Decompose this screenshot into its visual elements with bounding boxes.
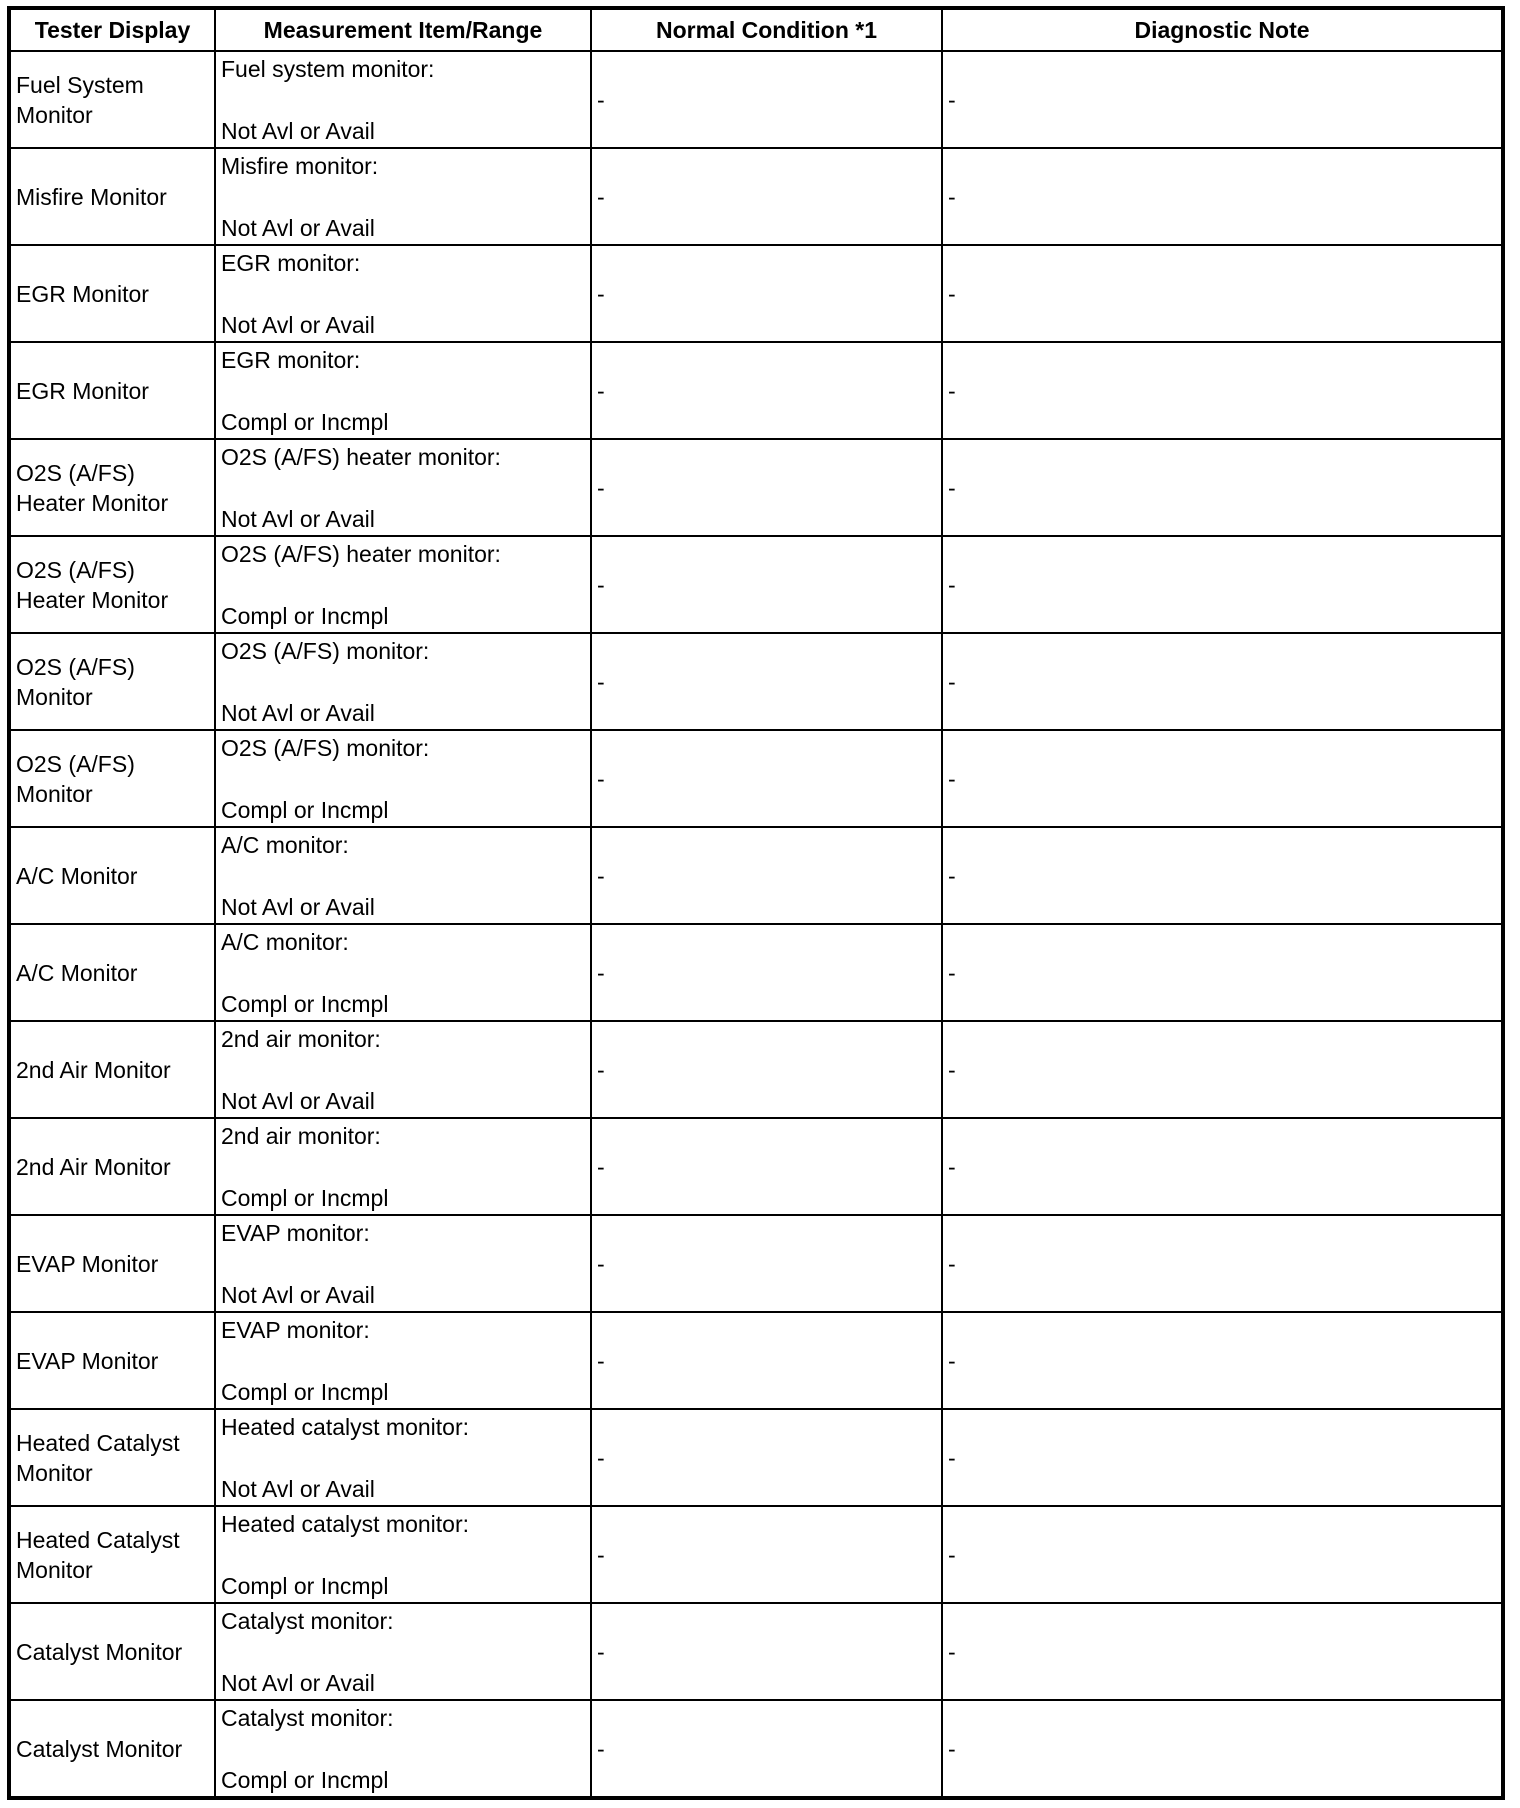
normal-condition-cell: - <box>591 827 942 924</box>
normal-condition-cell: - <box>591 1409 942 1506</box>
tester-display-cell: Fuel System Monitor <box>9 51 215 148</box>
diagnostic-note-cell: - <box>942 1506 1503 1603</box>
diagnostic-note-cell: - <box>942 827 1503 924</box>
normal-condition-cell: - <box>591 1506 942 1603</box>
table-row <box>9 1409 1503 1506</box>
measurement-item: 2nd air monitor: <box>221 1122 381 1149</box>
measurement-cell <box>215 827 591 924</box>
diagnostic-note-cell: - <box>942 924 1503 1021</box>
diagnostic-note-cell: - <box>942 148 1503 245</box>
tester-display-cell: EVAP Monitor <box>9 1312 215 1409</box>
header-measurement-item: Measurement Item/Range <box>215 8 591 51</box>
measurement-range: Not Avl or Avail <box>221 505 375 532</box>
measurement-range: Compl or Incmpl <box>221 602 389 629</box>
measurement-item: A/C monitor: <box>221 928 349 955</box>
diagnostic-note-cell: - <box>942 1118 1503 1215</box>
measurement-range: Compl or Incmpl <box>221 796 389 823</box>
diagnostic-note-cell: - <box>942 1409 1503 1506</box>
normal-condition-cell: - <box>591 1603 942 1700</box>
measurement-cell <box>215 924 591 1021</box>
normal-condition-cell: - <box>591 342 942 439</box>
normal-condition-cell: - <box>591 51 942 148</box>
measurement-range: Not Avl or Avail <box>221 214 375 241</box>
tester-display-cell: Catalyst Monitor <box>9 1700 215 1798</box>
tester-display-cell: O2S (A/FS) Monitor <box>9 730 215 827</box>
measurement-cell <box>215 439 591 536</box>
diagnostic-note-cell: - <box>942 51 1503 148</box>
table-row <box>9 342 1503 439</box>
table-row <box>9 1312 1503 1409</box>
measurement-range: Compl or Incmpl <box>221 1378 389 1405</box>
table-row <box>9 439 1503 536</box>
measurement-item: Heated catalyst monitor: <box>221 1413 470 1440</box>
tester-display-cell: O2S (A/FS) Heater Monitor <box>9 439 215 536</box>
tester-display-cell: Catalyst Monitor <box>9 1603 215 1700</box>
measurement-range: Not Avl or Avail <box>221 117 375 144</box>
normal-condition-cell: - <box>591 730 942 827</box>
diagnostic-note-cell: - <box>942 1700 1503 1798</box>
diagnostic-note-cell: - <box>942 1312 1503 1409</box>
table-row <box>9 536 1503 633</box>
table-row <box>9 924 1503 1021</box>
measurement-item: Fuel system monitor: <box>221 55 435 82</box>
measurement-item: 2nd air monitor: <box>221 1025 381 1052</box>
diagnostic-note-cell: - <box>942 245 1503 342</box>
tester-display-cell: A/C Monitor <box>9 827 215 924</box>
table-row <box>9 1215 1503 1312</box>
measurement-cell <box>215 245 591 342</box>
tester-display-cell: EVAP Monitor <box>9 1215 215 1312</box>
tester-display-cell: 2nd Air Monitor <box>9 1118 215 1215</box>
measurement-cell <box>215 536 591 633</box>
measurement-item: EGR monitor: <box>221 249 361 276</box>
table-row <box>9 148 1503 245</box>
normal-condition-cell: - <box>591 245 942 342</box>
measurement-range: Compl or Incmpl <box>221 1766 389 1793</box>
measurement-cell <box>215 1118 591 1215</box>
measurement-cell <box>215 1021 591 1118</box>
tester-display-cell: O2S (A/FS) Monitor <box>9 633 215 730</box>
measurement-item: O2S (A/FS) monitor: <box>221 734 430 761</box>
tester-display-cell: Heated Catalyst Monitor <box>9 1506 215 1603</box>
table-row <box>9 633 1503 730</box>
measurement-cell <box>215 1603 591 1700</box>
measurement-item: Misfire monitor: <box>221 152 379 179</box>
measurement-item: EVAP monitor: <box>221 1219 370 1246</box>
measurement-cell <box>215 342 591 439</box>
measurement-range: Compl or Incmpl <box>221 1184 389 1211</box>
diagnostic-note-cell: - <box>942 730 1503 827</box>
monitor-status-table <box>7 6 1505 1800</box>
measurement-cell <box>215 1312 591 1409</box>
measurement-item: O2S (A/FS) heater monitor: <box>221 443 501 470</box>
tester-display-cell: EGR Monitor <box>9 342 215 439</box>
tester-display-cell: O2S (A/FS) Heater Monitor <box>9 536 215 633</box>
tester-display-cell: Misfire Monitor <box>9 148 215 245</box>
measurement-item: A/C monitor: <box>221 831 349 858</box>
measurement-range: Not Avl or Avail <box>221 699 375 726</box>
normal-condition-cell: - <box>591 1700 942 1798</box>
table-row <box>9 827 1503 924</box>
measurement-cell <box>215 1215 591 1312</box>
normal-condition-cell: - <box>591 633 942 730</box>
measurement-cell <box>215 633 591 730</box>
normal-condition-cell: - <box>591 1118 942 1215</box>
measurement-cell <box>215 730 591 827</box>
measurement-range: Not Avl or Avail <box>221 893 375 920</box>
measurement-item: Heated catalyst monitor: <box>221 1510 470 1537</box>
normal-condition-cell: - <box>591 536 942 633</box>
normal-condition-cell: - <box>591 1215 942 1312</box>
diagnostic-note-cell: - <box>942 342 1503 439</box>
table-row <box>9 51 1503 148</box>
diagnostic-note-cell: - <box>942 1603 1503 1700</box>
measurement-range: Compl or Incmpl <box>221 408 389 435</box>
normal-condition-cell: - <box>591 148 942 245</box>
diagnostic-note-cell: - <box>942 536 1503 633</box>
measurement-range: Not Avl or Avail <box>221 1475 375 1502</box>
measurement-range: Not Avl or Avail <box>221 1087 375 1114</box>
measurement-item: O2S (A/FS) heater monitor: <box>221 540 501 567</box>
header-diagnostic-note: Diagnostic Note <box>942 8 1503 51</box>
tester-display-cell: A/C Monitor <box>9 924 215 1021</box>
table-row <box>9 730 1503 827</box>
normal-condition-cell: - <box>591 924 942 1021</box>
measurement-item: EGR monitor: <box>221 346 361 373</box>
measurement-item: Catalyst monitor: <box>221 1704 394 1731</box>
table-row <box>9 245 1503 342</box>
measurement-range: Not Avl or Avail <box>221 1281 375 1308</box>
measurement-item: Catalyst monitor: <box>221 1607 394 1634</box>
tester-display-cell: Heated Catalyst Monitor <box>9 1409 215 1506</box>
normal-condition-cell: - <box>591 439 942 536</box>
diagnostic-note-cell: - <box>942 1021 1503 1118</box>
measurement-range: Not Avl or Avail <box>221 1669 375 1696</box>
header-tester-display: Tester Display <box>9 8 215 51</box>
tester-display-cell: EGR Monitor <box>9 245 215 342</box>
measurement-item: EVAP monitor: <box>221 1316 370 1343</box>
measurement-cell <box>215 1409 591 1506</box>
table-row <box>9 1603 1503 1700</box>
tester-display-cell: 2nd Air Monitor <box>9 1021 215 1118</box>
measurement-cell <box>215 1506 591 1603</box>
normal-condition-cell: - <box>591 1021 942 1118</box>
measurement-cell <box>215 51 591 148</box>
diagnostic-note-cell: - <box>942 439 1503 536</box>
table-row <box>9 1506 1503 1603</box>
table-row <box>9 1700 1503 1798</box>
table-row <box>9 1021 1503 1118</box>
measurement-cell <box>215 1700 591 1798</box>
header-row <box>9 8 1503 51</box>
diagnostic-note-cell: - <box>942 633 1503 730</box>
table-row <box>9 1118 1503 1215</box>
measurement-range: Compl or Incmpl <box>221 1572 389 1599</box>
measurement-cell <box>215 148 591 245</box>
measurement-range: Compl or Incmpl <box>221 990 389 1017</box>
normal-condition-cell: - <box>591 1312 942 1409</box>
measurement-item: O2S (A/FS) monitor: <box>221 637 430 664</box>
measurement-range: Not Avl or Avail <box>221 311 375 338</box>
header-normal-condition: Normal Condition *1 <box>591 8 942 51</box>
diagnostic-note-cell: - <box>942 1215 1503 1312</box>
